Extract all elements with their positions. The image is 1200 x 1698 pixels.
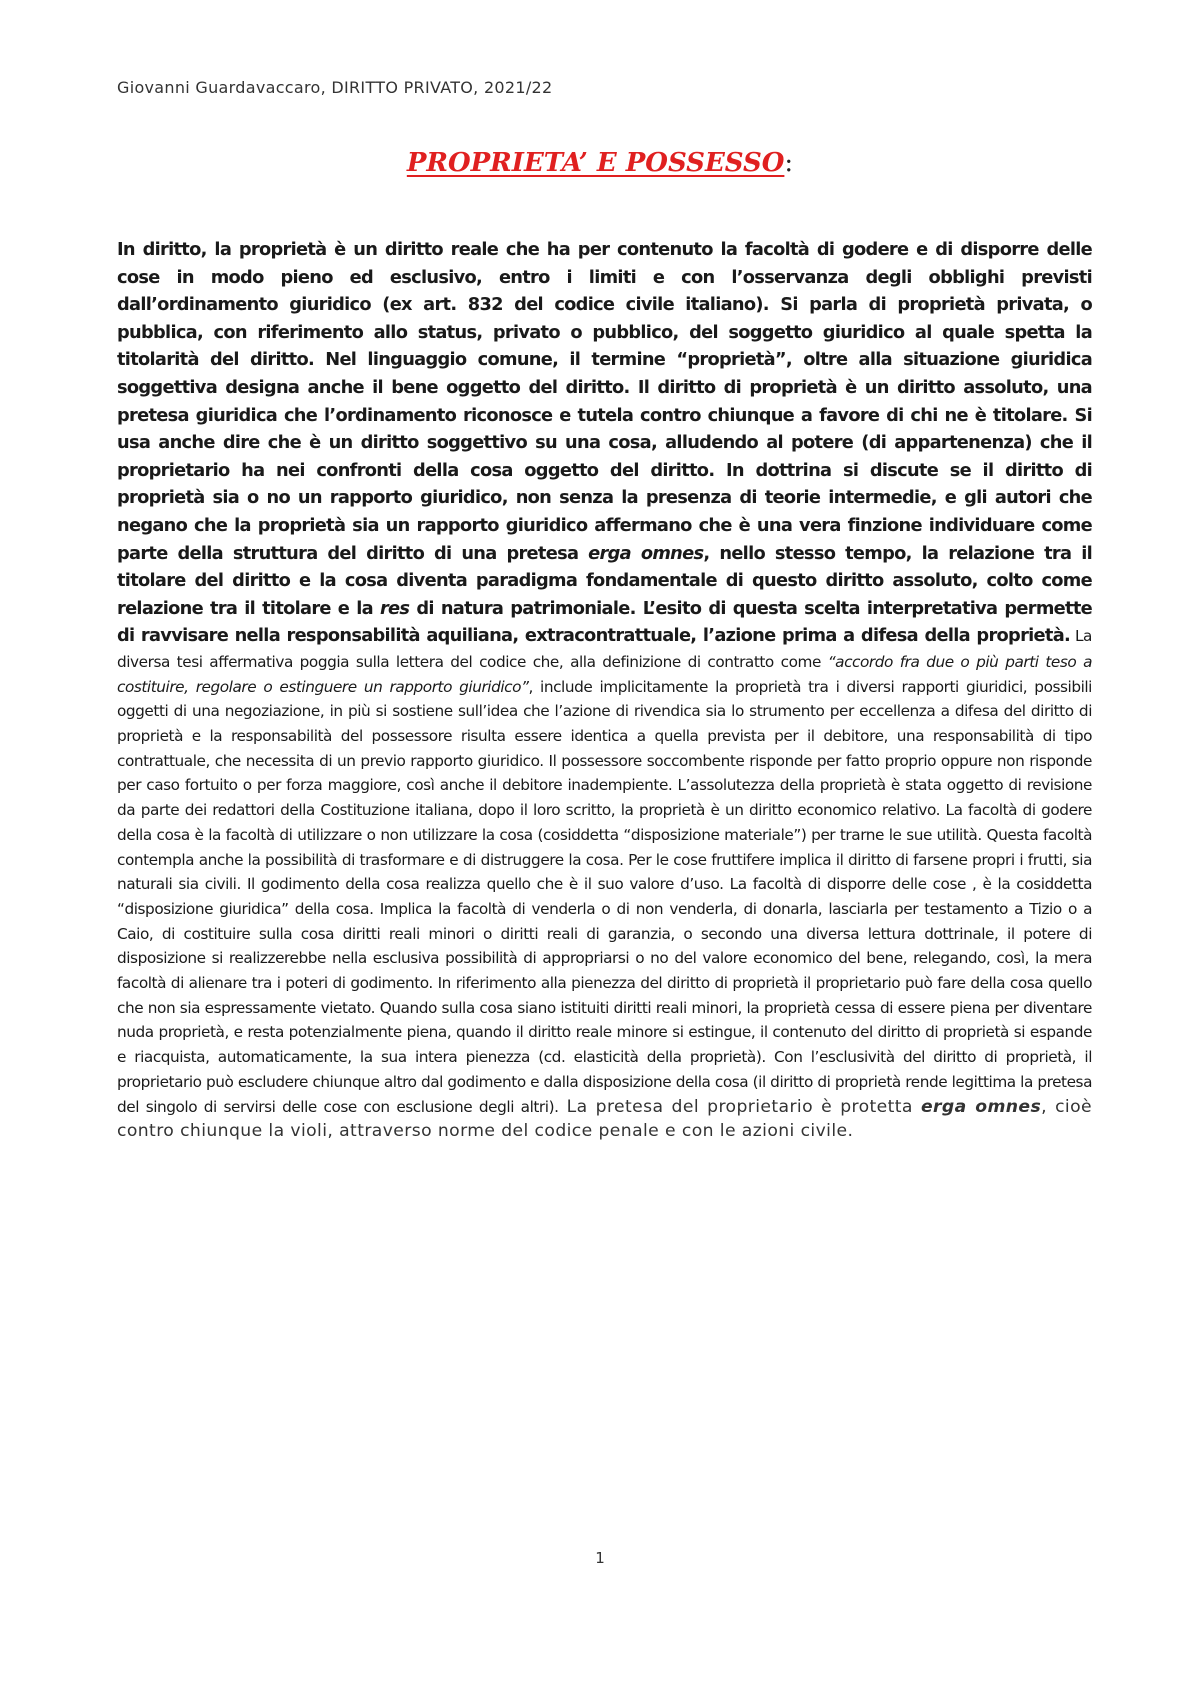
- page-number: 1: [595, 1549, 605, 1567]
- emphasis-erga-omnes: erga omnes: [588, 542, 704, 564]
- closing-text-end: , cioè contro chiunque la violi, attraverso norme del codice penale e con le azioni civile.: [117, 1096, 1092, 1142]
- regular-text: La diversa tesi affermativa poggia sulla lettera del codice che, alla definizione di contratto come: [117, 627, 1092, 671]
- bold-intro-text-continued: , nello stesso tempo, la relazione tra il titolare del diritto e la cosa diventa paradigma fondamentale di questo diritto assoluto, colto come relazione tra il titolare e la: [117, 542, 1092, 619]
- regular-text-continued: , include implicitamente la proprietà tra i diversi rapporti giuridici, possibili oggetti di una negoziazione, in più si sostiene sull’idea che l’azione di rivendica sia lo strumento per eccellenza a difesa del diritto di proprietà e la responsabilità del possessore risulta essere identica a quella prevista per il debitore, una responsabilità di tipo contrattuale, che necessita di un previo rapporto giuridico. Il possessore soccombente risponde per fatto proprio oppure non risponde per caso fortuito o per forza maggiore, così anche il debitore inadempiente. L’assolutezza della proprietà è stata oggetto di revisione da parte dei redattori della Costituzione italiana, dopo il loro scritto, la proprietà è un diritto economico relativo. La facoltà di godere della cosa è la facoltà di utilizzare o non utilizzare la cosa (cosiddetta “disposizione materiale”) per trarne le sue utilità. Questa facoltà contempla anche la possibilità di trasformare e di distruggere la cosa. Per le cose fruttifere implica il diritto di farsene propri i frutti, sia naturali sia civili. Il godimento della cosa realizza quello che è il suo valore d’uso. La facoltà di disporre delle cose , è la cosiddetta “disposizione giuridica” della cosa. Implica la facoltà di venderla o di non venderla, di donarla, lasciarla per testamento a Tizio o a Caio, di costituire sulla cosa diritti reali minori o diritti reali di garanzia, o secondo una diversa lettura dottrinale, il potere di disposizione si realizzerebbe nella esclusiva possibilità di appropriarsi o no del valore economico del bene, relegando, così, la mera facoltà di alienare tra i poteri di godimento. In riferimento alla pienezza del diritto di proprietà il proprietario può fare della cosa quello che non sia espressamente vietato. Quando sulla cosa siano istituiti diritti reali minori, la proprietà cessa di essere piena per diventare nuda proprietà, e resta potenzialmente piena, quando il diritto reale minore si estingue, il contenuto del diritto di proprietà si espande e riacquista, automaticamente, la sua intera pienezza (cd. elasticità della proprietà). Con l’esclusività del diritto di proprietà, il proprietario può escludere chiunque altro dal godimento e dalla disposizione della cosa (il diritto di proprietà rende legittima la pretesa del singolo di servirsi delle cose con esclusione degli altri).: [117, 677, 1092, 1116]
- title-text: PROPRIETA’ E POSSESSO: [406, 148, 785, 178]
- closing-text: La pretesa del proprietario è protetta: [558, 1096, 921, 1117]
- emphasis-res: res: [379, 597, 410, 619]
- title-colon: :: [784, 148, 794, 178]
- document-title: [0, 148, 1200, 178]
- closing-emphasis-erga-omnes: erga omnes: [920, 1096, 1042, 1117]
- bold-intro-text: In diritto, la proprietà è un diritto reale che ha per contenuto la facoltà di godere e di disporre delle cose in modo pieno ed esclusivo, entro i limiti e con l’osservanza degli obblighi previsti dall’ordinamento giuridico (ex art. 832 del codice civile italiano). Si parla di proprietà privata, o pubblica, con riferimento allo status, privato o pubblico, del soggetto giuridico al quale spetta la titolarità del diritto. Nel linguaggio comune, il termine “proprietà”, oltre alla situazione giuridica soggettiva designa anche il bene oggetto del diritto. Il diritto di proprietà è un diritto assoluto, una pretesa giuridica che l’ordinamento riconosce e tutela contro chiunque a favore di chi ne è titolare. Si usa anche dire che è un diritto soggettivo su una cosa, alludendo al potere (di appartenenza) che il proprietario ha nei confronti della cosa oggetto del diritto. In dottrina si discute se il diritto di proprietà sia o no un rapporto giuridico, non senza la presenza di teorie intermedie, e gli autori che negano che la proprietà sia un rapporto giuridico affermano che è una vera finzione individuare come parte della struttura del diritto di una pretesa: [117, 239, 1092, 564]
- bold-intro-text-end: di natura patrimoniale. L’esito di questa scelta interpretativa permette di ravvisare nella responsabilità aquiliana, extracontrattuale, l’azione prima a difesa della proprietà.: [117, 597, 1093, 647]
- contract-definition-quote: “accordo fra due o più parti teso a costituire, regolare o estinguere un rapporto giuridico”: [117, 652, 1092, 696]
- body-paragraph: [117, 236, 1092, 1144]
- document-header: Giovanni Guardavaccaro, DIRITTO PRIVATO, 2021/22: [117, 78, 553, 97]
